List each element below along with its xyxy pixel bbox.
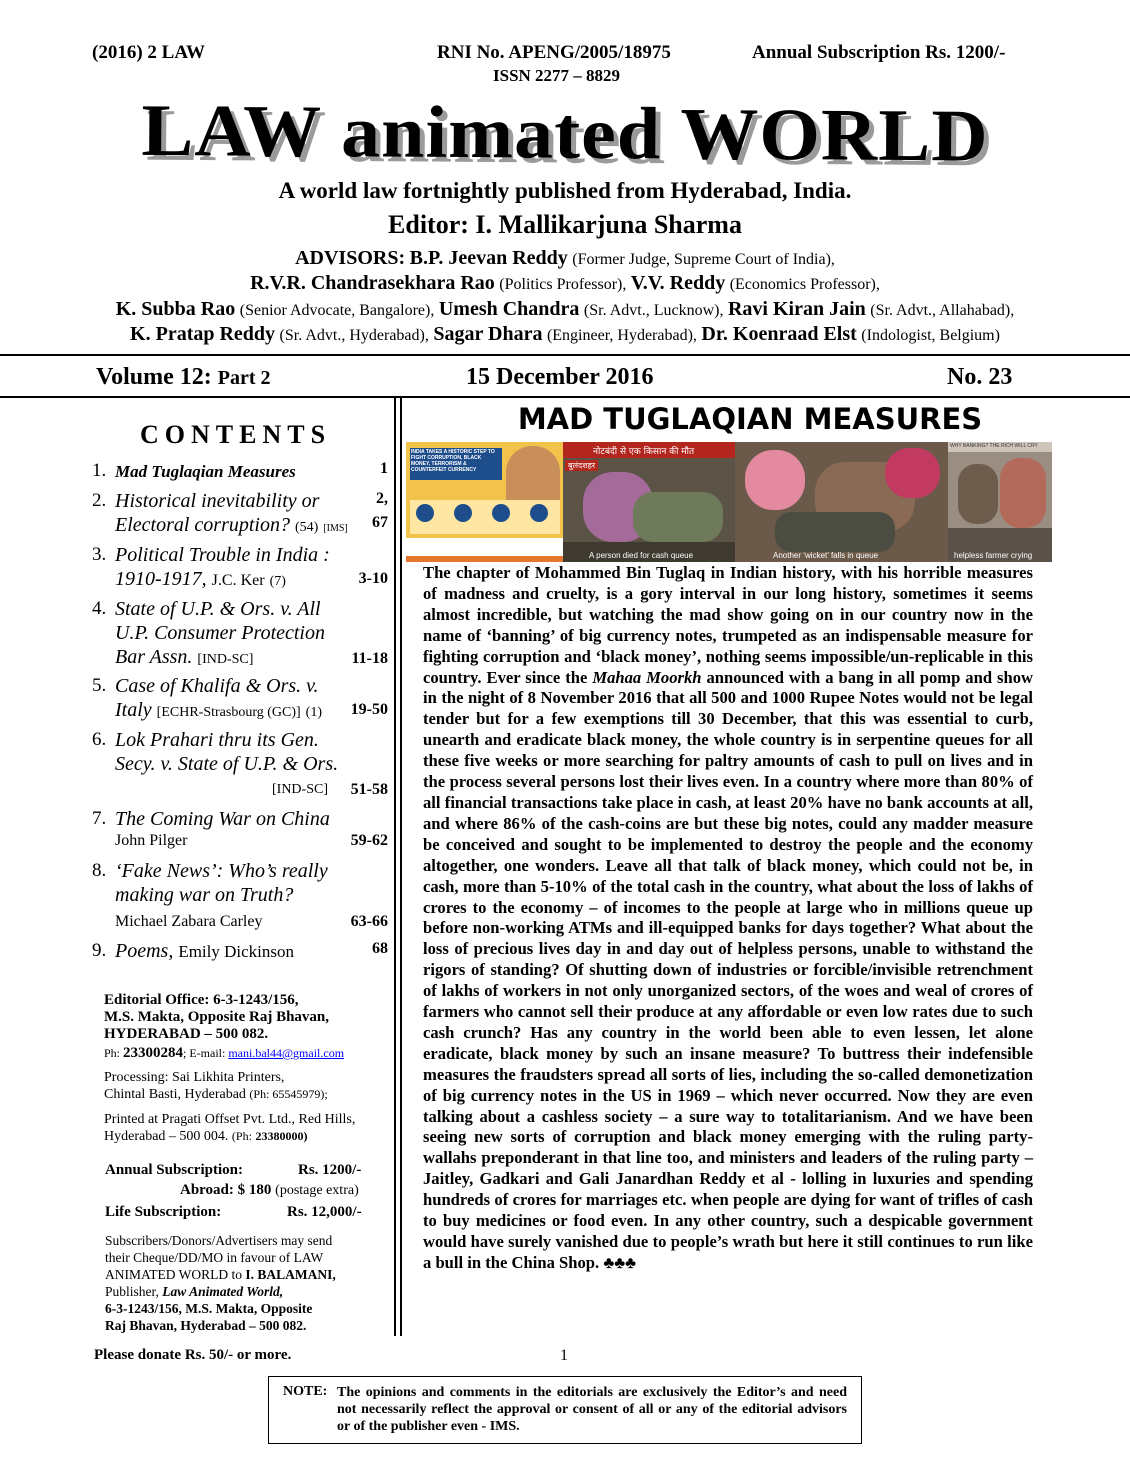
citation: (2016) 2 LAW <box>92 42 205 63</box>
contents-title: CONTENTS <box>140 420 332 449</box>
page-number: 1 <box>560 1347 568 1364</box>
toc-pages: 68 <box>372 940 388 957</box>
toc-title-line2: making war on Truth? <box>115 884 294 906</box>
toc-title-line2: U.P. Consumer Protection <box>115 622 325 644</box>
advisor-name: B.P. Jeevan Reddy <box>409 247 568 269</box>
advisor-role: (Economics Professor), <box>729 276 880 293</box>
toc-title: ‘Fake News’: Who’s really <box>115 860 328 882</box>
toc-title-line2: Secy. v. State of U.P. & Ors. <box>115 753 339 775</box>
subscription-block <box>105 1162 385 1224</box>
toc-title: Historical inevitability or <box>115 490 320 512</box>
note-label: NOTE: <box>283 1384 328 1399</box>
advisors-line-2 <box>0 272 1130 295</box>
toc-pages: 2, <box>376 490 388 507</box>
toc-tag: [IND-SC] <box>197 652 254 667</box>
part-label: Part 2 <box>217 367 271 389</box>
toc-num: 5. <box>92 675 107 696</box>
column-rule-1 <box>394 398 396 1336</box>
advisor-role: (Sr. Advt., Allahabad), <box>870 302 1015 319</box>
advisors-label: ADVISORS: <box>295 247 406 269</box>
divider-top <box>0 354 1130 356</box>
toc-tag: [IMS] <box>323 523 348 534</box>
advisor-role: (Former Judge, Supreme Court of India), <box>572 251 835 268</box>
advisor-name: V.V. Reddy <box>630 272 726 294</box>
advisor-name: Ravi Kiran Jain <box>727 298 866 320</box>
advisor-role: (Senior Advocate, Bangalore), <box>239 302 435 319</box>
publication-name: Law Animated World, <box>162 1284 284 1299</box>
toc-pages: 63-66 <box>350 913 388 930</box>
advisor-name: Dr. Koenraad Elst <box>701 323 857 345</box>
donors-line: Subscribers/Donors/Advertisers may send <box>105 1233 333 1248</box>
toc-title: The Coming War on China <box>115 808 330 830</box>
editorial-body <box>423 563 1033 1274</box>
editorial-headline: MAD TUGLAQIAN MEASURES <box>517 402 983 436</box>
photo-caption: helpless farmer crying <box>954 551 1033 560</box>
toc-title-line2: Electoral corruption? <box>115 514 290 536</box>
toc-title-line3: Bar Assn. <box>115 646 193 668</box>
advisor-role: (Indologist, Belgium) <box>861 327 1000 344</box>
toc-author: Michael Zabara Carley <box>115 913 263 930</box>
toc-title-line2: 1910-1917, <box>115 568 207 590</box>
advisor-name: K. Pratap Reddy <box>130 323 276 345</box>
office-phone: 23300284 <box>123 1045 184 1061</box>
advisor-name: Sagar Dhara <box>433 323 543 345</box>
advisor-name: K. Subba Rao <box>115 298 236 320</box>
editorial-text: The chapter of Mohammed Bin Tuglaq in Indian history, with his horrible measures of madness and cruelty, is a gory interval in our long history, sometimes it seems almost incredible, but watching the mad show going on in our country now in the name of ‘banning’ of big currency notes, trumpeted as an indispensable measure for fighting corruption and ‘black money’, nothing seems impossible/un-replicable in this country. Ever since the <box>423 563 1033 687</box>
toc-pages: 1 <box>380 460 388 477</box>
issue-number: No. 23 <box>947 364 1013 390</box>
processing-line-2: Chintal Basti, Hyderabad <box>104 1087 246 1102</box>
photo-farmer-crying <box>948 442 1052 562</box>
toc-num: 2. <box>92 490 107 511</box>
editorial-italic: Mahaa Moorkh <box>592 667 702 687</box>
toc-num: 8. <box>92 860 107 881</box>
masthead-title: LAW animated WORLD <box>141 88 989 177</box>
printed-line-1: Printed at Pragati Offset Pvt. Ltd., Red Hills, <box>104 1112 356 1127</box>
publisher-name: I. BALAMANI, <box>245 1267 336 1282</box>
annual-label: Annual Subscription: <box>105 1162 243 1178</box>
life-value: Rs. 12,000/- <box>287 1204 362 1220</box>
toc-author: John Pilger <box>115 832 188 849</box>
photo-wicket-falls <box>735 442 948 562</box>
toc-author: Emily Dickinson <box>178 942 295 961</box>
processing-line-1: Processing: Sai Likhita Printers, <box>104 1070 285 1085</box>
toc-title-line2: Italy <box>115 699 152 721</box>
note-box <box>268 1376 862 1444</box>
donors-address: 6-3-1243/156, M.S. Makta, Opposite <box>105 1301 313 1316</box>
toc-title: Case of Khalifa & Ors. v. <box>115 675 319 697</box>
toc-pages: 19-50 <box>350 701 388 718</box>
life-label: Life Subscription: <box>105 1204 222 1220</box>
processing-phone: (Ph: 65545979); <box>249 1087 328 1101</box>
toc-author: J.C. Ker <box>211 572 265 589</box>
advisor-role: (Engineer, Hyderabad), <box>546 327 697 344</box>
toc-title: Poems, <box>115 940 174 962</box>
toc-pages: 59-62 <box>350 832 388 849</box>
email-label: ; E-mail: <box>183 1046 226 1060</box>
issn: ISSN 2277 – 8829 <box>493 66 621 85</box>
editorial-text: announced with a bang in all pomp and show in the night of 8 November 2016 that all 500 and 1000 Rupee Notes would not be legal tender but for a few exemptions till 30 December, that this was essential to curb, unearth and eradicate black money, the whole country is in serpentine queues for all these five weeks or more searching for paltry amounts of cash to pull on lives and in the process several persons lost their lives even. In a country where more than 80% of all financial transactions take place in cash, at least 20% have no bank accounts at all, and where 86% of the cash-coins are but these big notes, could any madder measure be conceived and sought to be implemented to destroy the people and the economy altogether, one wonders. Leave all that talk of black money, which could not be, in cash, more than 5-10% of the total cash in the country, what about the loss of lakhs of crores to the economy – of incomes to the people at large who in millions queue up before non-working ATMs and ill-equipped banks for days together? What about the loss of precious lives day in and day out of helpless persons, unable to withstand the rigors of standing? Of shutting down of industries or forcible/invisible retrenchment of lakhs of workers in not only unorganized sectors, of the woes and weal of crores of farmers who cannot sell their produce at any affordable or even low rates due to such cash crunch? Has any country in the world been able to even lessen, let alone eradicate, black money by such an insane measure? To buttress their indefensible measures the fraudsters spread all sorts of lies, including the so-called demonetization of big currency notes in the US in 1969 – which never occurred. Now they are even talking about a cashless society – a sure way to totalitarianism. And we have been seeing new sorts of corruption and black money emerging with the ruling party-wallahs preponderant in that line too, and ministers and leaders of the ruling party – Jaitley, Gadkari and Gali Janardhan Reddy et al - lolling in luxuries and spending hundreds of crores for marriages etc. when people are dying for want of trifles of cash to buy medicines or food even. In any other country, such a despicable government would have surely vanished due to people’s wrath but here it still continues to run like a bull in the China Shop. <box>423 667 1033 1272</box>
advisors-line-3 <box>0 298 1130 321</box>
toc-num: 6. <box>92 729 107 750</box>
toc-num: 7. <box>92 808 107 829</box>
advisor-role: (Sr. Advt., Lucknow), <box>583 302 724 319</box>
tagline: A world law fortnightly published from Hyderabad, India. <box>278 178 852 203</box>
toc-pages: 11-18 <box>351 650 388 667</box>
editorial-office <box>104 992 394 1145</box>
toc-num: 1. <box>92 460 107 481</box>
printed-phone: 23380000) <box>255 1129 308 1143</box>
toc-title: Political Trouble in India : <box>115 544 330 566</box>
photo-tag: WHY BANKING? THE RICH WILL CRY <box>950 443 1038 449</box>
banner-caption: INDIA TAKES A HISTORIC STEP TO FIGHT CORRUPTION, BLACK MONEY, TERRORISM & COUNTERFEIT CURRENCY <box>411 449 495 473</box>
toc-title: Mad Tuglaqian Measures <box>115 462 296 481</box>
divider-volume <box>0 396 1130 398</box>
toc-pages: 3-10 <box>358 570 388 587</box>
advisors-line-1 <box>0 247 1130 270</box>
column-rule-2 <box>400 398 402 1336</box>
printed-line-2: Hyderabad – 500 004. <box>104 1129 229 1144</box>
toc-title: State of U.P. & Ors. v. All <box>115 598 321 620</box>
abroad-value: Abroad: $ 180 <box>180 1182 272 1198</box>
editor-line: Editor: I. Mallikarjuna Sharma <box>388 210 742 239</box>
issue-date: 15 December 2016 <box>466 364 654 390</box>
toc-note: (54) <box>294 520 319 535</box>
toc-pages: 67 <box>372 514 388 531</box>
toc-num: 3. <box>92 544 107 565</box>
advisor-role: (Politics Professor), <box>499 276 627 293</box>
annual-value: Rs. 1200/- <box>298 1162 362 1178</box>
photo-campaign-banner <box>406 442 563 562</box>
office-label: Editorial Office: 6-3-1243/156, <box>104 992 299 1008</box>
table-of-contents <box>92 460 388 970</box>
editorial-paragraph <box>423 563 1033 1274</box>
rni-number: RNI No. APENG/2005/18975 <box>437 42 671 63</box>
volume <box>96 364 271 391</box>
phone-label: Ph: <box>104 1046 121 1060</box>
photo-caption: Another ‘wicket’ falls in queue <box>773 551 879 560</box>
end-mark-icon: ♣♣♣ <box>603 1252 636 1272</box>
office-address: M.S. Makta, Opposite Raj Bhavan, <box>104 1009 330 1025</box>
advisor-name: R.V.R. Chandrasekhara Rao <box>250 272 495 294</box>
toc-tag: [ECHR-Strasbourg (GC)] <box>156 705 301 720</box>
donors-block <box>105 1232 395 1334</box>
donors-line: ANIMATED WORLD to <box>105 1267 242 1282</box>
donors-line: their Cheque/DD/MO in favour of LAW <box>105 1250 324 1265</box>
hindi-headline: नोटबंदी से एक किसान की मौत <box>593 447 695 457</box>
donors-address: Raj Bhavan, Hyderabad – 500 082. <box>105 1318 307 1333</box>
toc-note: (7) <box>269 574 286 589</box>
toc-title: Lok Prahari thru its Gen. <box>115 729 319 751</box>
toc-note: (1) <box>305 705 322 720</box>
toc-tag: [IND-SC] <box>272 782 328 797</box>
donors-line: Publisher, <box>105 1284 159 1299</box>
advisors-line-4 <box>0 323 1130 346</box>
printed-phone-label: (Ph: <box>231 1129 252 1143</box>
toc-num: 4. <box>92 598 107 619</box>
toc-pages: 51-58 <box>350 781 388 798</box>
office-city: HYDERABAD – 500 082. <box>104 1026 269 1042</box>
photo-caption: A person died for cash queue <box>589 551 694 560</box>
abroad-note: (postage extra) <box>275 1183 359 1198</box>
donate-line: Please donate Rs. 50/- or more. <box>94 1347 292 1363</box>
hindi-tag: बुलंदशहर <box>565 460 598 471</box>
note-text: The opinions and comments in the editorials are exclusively the Editor’s and need not necessarily reflect the approval or consent of all or any of the editorial advisors or of the publisher even - IMS. <box>337 1385 847 1434</box>
photo-queue-death <box>563 442 735 562</box>
volume-label: Volume 12: <box>96 364 212 390</box>
advisor-role: (Sr. Advt., Hyderabad), <box>279 327 429 344</box>
annual-subscription: Annual Subscription Rs. 1200/- <box>752 42 1006 63</box>
email-link[interactable]: mani.bal44@gmail.com <box>228 1046 345 1060</box>
advisor-name: Umesh Chandra <box>438 298 580 320</box>
toc-num: 9. <box>92 940 107 961</box>
